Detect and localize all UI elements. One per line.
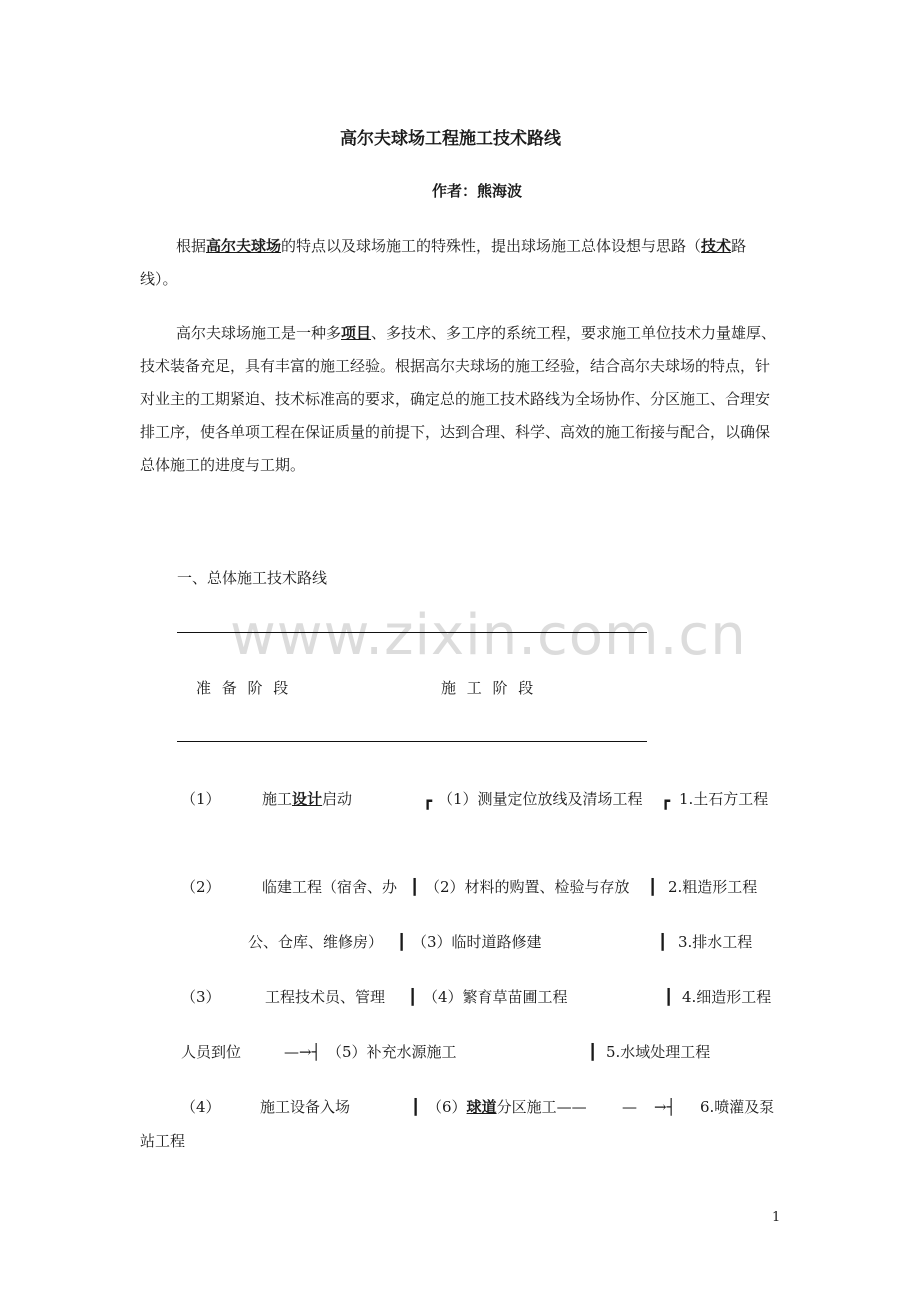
row6-construction-end: 分区施工—— <box>496 1098 587 1116</box>
row1-prep <box>262 789 352 809</box>
row3-result: 3.排水工程 <box>678 933 753 951</box>
row4-result: 4.细造形工程 <box>682 988 772 1006</box>
bracket-bar: ┃ <box>411 1098 421 1116</box>
row1-prep-end: 启动 <box>322 790 353 808</box>
row6-number: （4） <box>181 1098 221 1116</box>
page-number: 1 <box>772 1210 781 1225</box>
intro-paragraph <box>140 230 782 296</box>
intro-text-middle: 的特点以及球场施工的特殊性，提出球场施工总体设想与思路（ <box>281 237 702 255</box>
row5-construction: （5）补充水源施工 <box>327 1043 457 1061</box>
bracket-bar: ┃ <box>408 988 418 1006</box>
body-text-start: 高尔夫球场施工是一种多 <box>176 324 342 342</box>
body-paragraph <box>140 317 782 482</box>
author-line: 作者：熊海波 <box>432 182 523 200</box>
watermark: www.zixin.com.cn <box>230 603 747 668</box>
row2-result: 2.粗造形工程 <box>668 878 758 896</box>
row1-number: （1） <box>181 790 221 808</box>
row6-arrow: →┤ <box>654 1098 676 1116</box>
table-top-rule <box>177 632 647 633</box>
golf-course-link[interactable]: 高尔夫球场 <box>206 237 282 255</box>
bracket-bar: ┃ <box>664 988 674 1006</box>
row5-arrow: —→┤ <box>284 1043 321 1061</box>
row2-number: （2） <box>181 878 221 896</box>
row2-construction: （2）材料的购置、检验与存放 <box>425 878 630 896</box>
row6-construction-start: （6） <box>427 1098 467 1116</box>
row6-prep: 施工设备入场 <box>260 1098 351 1116</box>
technology-link[interactable]: 技术 <box>701 237 732 255</box>
design-link[interactable]: 设计 <box>292 790 323 808</box>
bracket-corner-2: ┏ <box>661 792 671 810</box>
bracket-corner-1: ┏ <box>423 792 433 810</box>
fairway-link[interactable]: 球道 <box>466 1098 497 1116</box>
row1-prep-start: 施工 <box>262 790 293 808</box>
row2-prep: 临建工程（宿舍、办 <box>262 878 398 896</box>
row4-construction: （4）繁育草苗圃工程 <box>423 988 568 1006</box>
body-text-rest: 、多技术、多工序的系统工程，要求施工单位技术力量雄厚、技术装备充足，具有丰富的施工经验。根据高尔夫球场的施工经验，结合高尔夫球场的特点，针对业主的工期紧迫、技术标准高的要求，确定总的施工技术路线为全场协作、分区施工、合理安排工序，使各单项工程在保证质量的前提下，达到合理、科学、高效的施工衔接与配合，以确保总体施工的进度与工期。 <box>140 324 777 474</box>
row6-result: 6.喷灌及泵 <box>700 1098 775 1116</box>
bracket-bar: ┃ <box>588 1043 598 1061</box>
header-construction-stage: 施 工 阶 段 <box>441 679 534 697</box>
row6-dash: — <box>622 1098 637 1116</box>
section-heading: 一、总体施工技术路线 <box>177 569 328 587</box>
row6-construction <box>427 1097 587 1117</box>
row1-construction: （1）测量定位放线及清场工程 <box>438 790 643 808</box>
intro-text-start: 根据 <box>176 237 207 255</box>
bracket-bar: ┃ <box>410 878 420 896</box>
header-prep-stage: 准 备 阶 段 <box>196 679 289 697</box>
table-header-rule <box>177 741 647 742</box>
row6-result-wrap: 站工程 <box>140 1132 186 1150</box>
row3-construction: （3）临时道路修建 <box>412 933 542 951</box>
row5-result: 5.水域处理工程 <box>606 1043 711 1061</box>
project-link[interactable]: 项目 <box>341 324 372 342</box>
row5-prep: 人员到位 <box>181 1043 242 1061</box>
bracket-bar: ┃ <box>397 933 407 951</box>
row4-number: （3） <box>181 988 221 1006</box>
row4-prep: 工程技术员、管理 <box>265 988 386 1006</box>
bracket-bar: ┃ <box>658 933 668 951</box>
bracket-bar: ┃ <box>648 878 658 896</box>
row3-prep: 公、仓库、维修房） <box>248 933 384 951</box>
document-title: 高尔夫球场工程施工技术路线 <box>340 129 561 149</box>
intro-text-end: 路线）。 <box>140 237 747 288</box>
row1-result: 1.土石方工程 <box>679 790 769 808</box>
